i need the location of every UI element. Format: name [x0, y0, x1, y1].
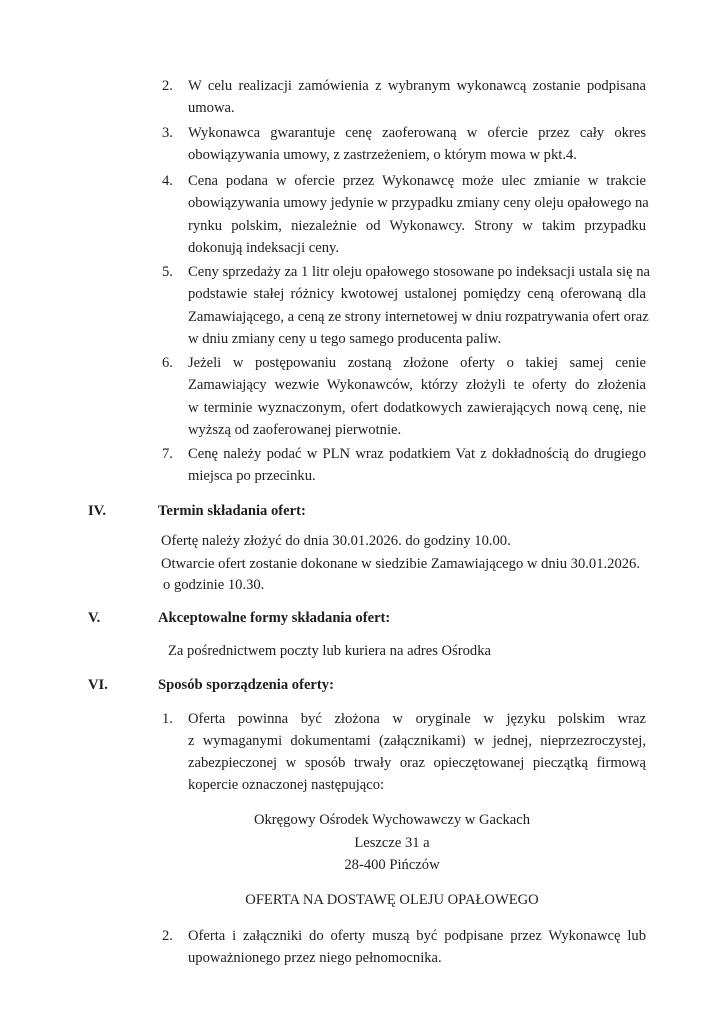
list-item-4-line: dokonują indeksacji ceny.	[188, 240, 340, 256]
section-text: Za pośrednictwem poczty lub kuriera na adres Ośrodka	[168, 643, 491, 659]
section-text: Ofertę należy złożyć do dnia 30.01.2026. do godziny 10.00.	[161, 533, 511, 549]
section6-item-1-number: 1.	[162, 711, 173, 727]
list-item-7-line: Cenę należy podać w PLN wraz podatkiem Vat z dokładnością do drugiego	[188, 446, 646, 462]
envelope-label: OFERTA NA DOSTAWĘ OLEJU OPAŁOWEGO	[245, 892, 539, 908]
section6-item-1-line: Oferta powinna być złożona w oryginale w języku polskim wraz	[188, 711, 646, 727]
section-title: Akceptowalne formy składania ofert:	[158, 610, 391, 626]
section6-item-2-line: upoważnionego przez niego pełnomocnika.	[188, 950, 442, 966]
list-item-6-line: Jeżeli w postępowaniu zostaną złożone oferty o takiej samej cenie	[188, 355, 646, 371]
list-item-6-line: w terminie wyznaczonym, ofert dodatkowych zawierających nową cenę, nie	[188, 400, 646, 416]
section-title: Termin składania ofert:	[158, 503, 306, 519]
list-item-5-line: Ceny sprzedaży za 1 litr oleju opałowego stosowane po indeksacji ustala się na	[188, 264, 650, 280]
section-number: V.	[88, 610, 101, 626]
section6-item-1-line: z wymaganymi dokumentami (załącznikami) w jednej, nieprzezroczystej,	[188, 733, 646, 749]
section-text: o godzinie 10.30.	[163, 577, 265, 593]
list-item-6-number: 6.	[162, 355, 173, 371]
list-item-6-line: Zamawiający wezwie Wykonawców, którzy złożyli te oferty do złożenia	[188, 377, 646, 393]
section6-item-2-line: Oferta i załączniki do oferty muszą być podpisane przez Wykonawcę lub	[188, 928, 646, 944]
list-item-3-number: 3.	[162, 125, 173, 141]
section-number: IV.	[88, 503, 106, 519]
list-item-5-number: 5.	[162, 264, 173, 280]
section6-item-1-line: zabezpieczonej w sposób trwały oraz opieczętowanej pieczątką firmową	[188, 755, 646, 771]
list-item-2-line: W celu realizacji zamówienia z wybranym wykonawcą zostanie podpisana	[188, 78, 646, 94]
section-number: VI.	[88, 677, 108, 693]
list-item-5-line: w dniu zmiany ceny u tego samego producenta paliw.	[188, 331, 502, 347]
list-item-3-line: obowiązywania umowy, z zastrzeżeniem, o którym mowa w pkt.4.	[188, 147, 577, 163]
list-item-2-line: umowa.	[188, 100, 235, 116]
section-text: Otwarcie ofert zostanie dokonane w siedzibie Zamawiającego w dniu 30.01.2026.	[161, 556, 640, 572]
section6-item-2-number: 2.	[162, 928, 173, 944]
list-item-4-line: obowiązywania umowy jedynie w przypadku zmiany ceny oleju opałowego na	[188, 195, 649, 211]
list-item-5-line: podstawie stałej różnicy kwotowej ustalonej pomiędzy ceną oferowaną dla	[188, 286, 646, 302]
list-item-4-line: Cena podana w ofercie przez Wykonawcę może ulec zmianie w trakcie	[188, 173, 646, 189]
section-title: Sposób sporządzenia oferty:	[158, 677, 334, 693]
address-line: Leszcze 31 a	[354, 835, 430, 851]
address-line: 28-400 Pińczów	[344, 857, 440, 873]
list-item-4-number: 4.	[162, 173, 173, 189]
address-line: Okręgowy Ośrodek Wychowawczy w Gackach	[253, 812, 531, 828]
list-item-7-line: miejsca po przecinku.	[188, 468, 316, 484]
list-item-6-line: wyższą od zaoferowanej pierwotnie.	[188, 422, 402, 438]
list-item-2-number: 2.	[162, 78, 173, 94]
list-item-3-line: Wykonawca gwarantuje cenę zaoferowaną w ofercie przez cały okres	[188, 125, 646, 141]
list-item-7-number: 7.	[162, 446, 173, 462]
list-item-5-line: Zamawiającego, a ceną ze strony internetowej w dniu rozpatrywania ofert oraz	[188, 309, 649, 325]
section6-item-1-line: kopercie oznaczonej następująco:	[188, 777, 385, 793]
list-item-4-line: rynku polskim, niezależnie od Wykonawcy. Strony w takim przypadku	[188, 218, 646, 234]
